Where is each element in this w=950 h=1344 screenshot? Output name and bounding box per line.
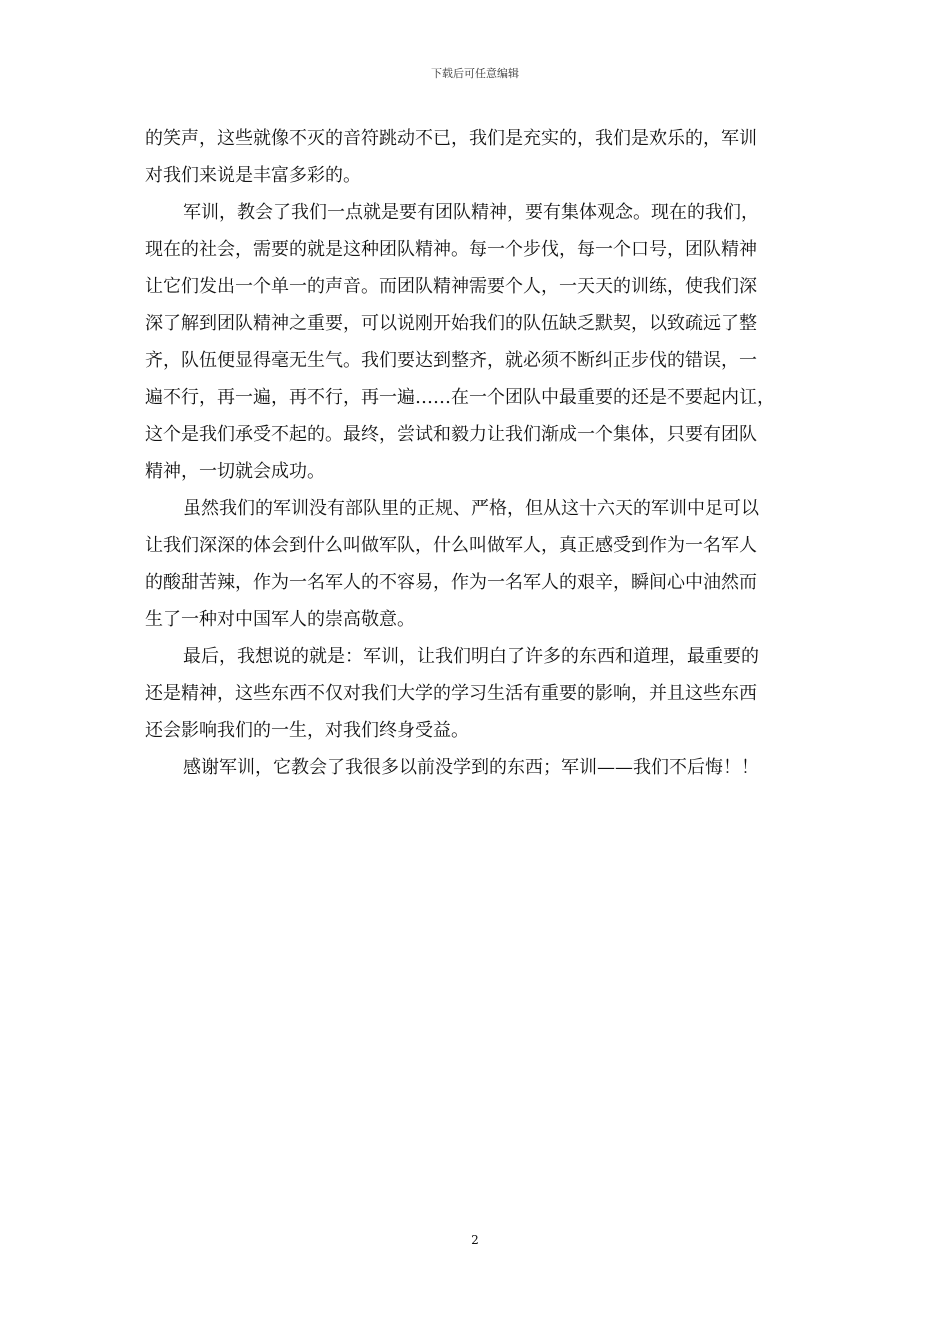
text-line: 生了一种对中国军人的崇高敬意。 <box>145 609 415 630</box>
text-line: 现在的社会，需要的就是这种团队精神。每一个步伐，每一个口号，团队精神 <box>145 239 757 260</box>
text-line: 军训，教会了我们一点就是要有团队精神，要有集体观念。现在的我们， <box>183 202 759 223</box>
text-line: 让我们深深的体会到什么叫做军队，什么叫做军人，真正感受到作为一名军人 <box>145 535 757 556</box>
document-body <box>145 120 817 786</box>
text-line: 感谢军训，它教会了我很多以前没学到的东西；军训——我们不后悔！！ <box>183 757 759 778</box>
text-line: 还是精神，这些东西不仅对我们大学的学习生活有重要的影响，并且这些东西 <box>145 683 757 704</box>
text-line: 对我们来说是丰富多彩的。 <box>145 165 361 186</box>
text-line: 遍不行，再一遍，再不行，再一遍……在一个团队中最重要的还是不要起内讧， <box>145 387 775 408</box>
text-line: 深了解到团队精神之重要，可以说刚开始我们的队伍缺乏默契，以致疏远了整 <box>145 313 757 334</box>
text-line: 的酸甜苦辣，作为一名军人的不容易，作为一名军人的艰辛，瞬间心中油然而 <box>145 572 757 593</box>
text-line: 精神，一切就会成功。 <box>145 461 325 482</box>
text-line: 最后，我想说的就是：军训，让我们明白了许多的东西和道理，最重要的 <box>183 646 759 667</box>
page-header: 下载后可任意编辑 <box>431 67 519 80</box>
text-line: 齐，队伍便显得毫无生气。我们要达到整齐，就必须不断纠正步伐的错误，一 <box>145 350 757 371</box>
text-line: 还会影响我们的一生，对我们终身受益。 <box>145 720 469 741</box>
text-line: 让它们发出一个单一的声音。而团队精神需要个人，一天天的训练，使我们深 <box>145 276 757 297</box>
text-line: 虽然我们的军训没有部队里的正规、严格，但从这十六天的军训中足可以 <box>183 498 759 519</box>
text-line: 这个是我们承受不起的。最终，尝试和毅力让我们渐成一个集体，只要有团队 <box>145 424 757 445</box>
page-number: 2 <box>471 1233 479 1247</box>
text-line: 的笑声，这些就像不灭的音符跳动不已，我们是充实的，我们是欢乐的，军训 <box>145 128 757 149</box>
